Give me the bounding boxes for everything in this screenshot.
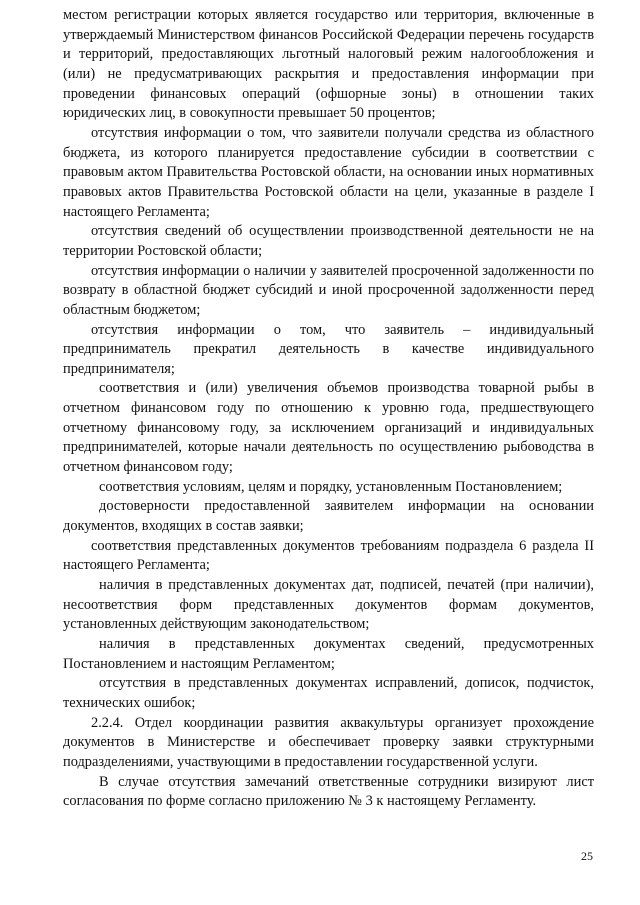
paragraph-budget-funds: отсутствия информации о том, что заявители получали средства из областного бюджета, из которого планируется предоставление субсидии в соответствии с правовым актом Правительства Ростовской области, на основании иных нормативных правовых актов Правительства Ростовской области на цели, указанные в разделе I настоящего Регламента; (63, 124, 594, 220)
paragraph-offshore-zones: местом регистрации которых является государство или территория, включенные в утверждаемый Министерством финансов Российской Федерации перечень государств и территорий, предоставляющих льготный налоговый режим налогообложения и (или) не предусматривающих раскрытия и предоставления информации при проведении финансовых операций (офшорные зоны) в отношении таких юридических лиц, в совокупности превышает 50 процентов; (63, 7, 594, 122)
paragraph-information-reliability: достоверности предоставленной заявителем информации на основании документов, входящих в состав заявки; (63, 498, 594, 535)
paragraph-fish-production: соответствия и (или) увеличения объемов производства товарной рыбы в отчетном финансовом году по отношению к уровню года, предшествующего отчетному финансовому году, за исключением организаций и индивидуальных предпринимателей, которые начали деятельность по осуществлению рыбоводства в отчетном финансовом году; (63, 380, 594, 476)
paragraph-conditions-compliance: соответствия условиям, целям и порядку, установленным Постановлением; (99, 478, 563, 495)
paragraph-no-corrections: отсутствия в представленных документах исправлений, дописок, подчисток, технических ошибок; (63, 675, 594, 711)
page-number: 25 (581, 849, 593, 863)
document-body (63, 6, 594, 812)
paragraph-approval-sheet: В случае отсутствия замечаний ответственные сотрудники визируют лист согласования по форме согласно приложению № 3 к настоящему Регламенту. (63, 773, 594, 810)
paragraph-dates-signatures: наличия в представленных документах дат, подписей, печатей (при наличии), несоответствия форм представленных документов формам документов, установленных действующим законодательством; (63, 577, 594, 633)
paragraph-documents-requirements: соответствия представленных документов требованиям подраздела 6 раздела II настоящего Регламента; (63, 537, 594, 574)
paragraph-required-information: наличия в представленных документах сведений, предусмотренных Постановлением и настоящим Регламентом; (63, 636, 594, 672)
paragraph-section-2-2-4: 2.2.4. Отдел координации развития аквакультуры организует прохождение документов в Министерстве и обеспечивает проверку заявки структурными подразделениями, участвующими в предоставлении государственной услуги. (63, 714, 594, 770)
paragraph-production-activity: отсутствия сведений об осуществлении производственной деятельности не на территории Ростовской области; (63, 223, 594, 259)
paragraph-overdue-debt: отсутствия информации о наличии у заявителей просроченной задолженности по возврату в областной бюджет субсидий и иной просроченной задолженности перед областным бюджетом; (63, 262, 594, 318)
paragraph-entrepreneur-status: отсутствия информации о том, что заявитель – индивидуальный предприниматель прекратил деятельность в качестве индивидуального предпринимателя; (63, 321, 594, 377)
